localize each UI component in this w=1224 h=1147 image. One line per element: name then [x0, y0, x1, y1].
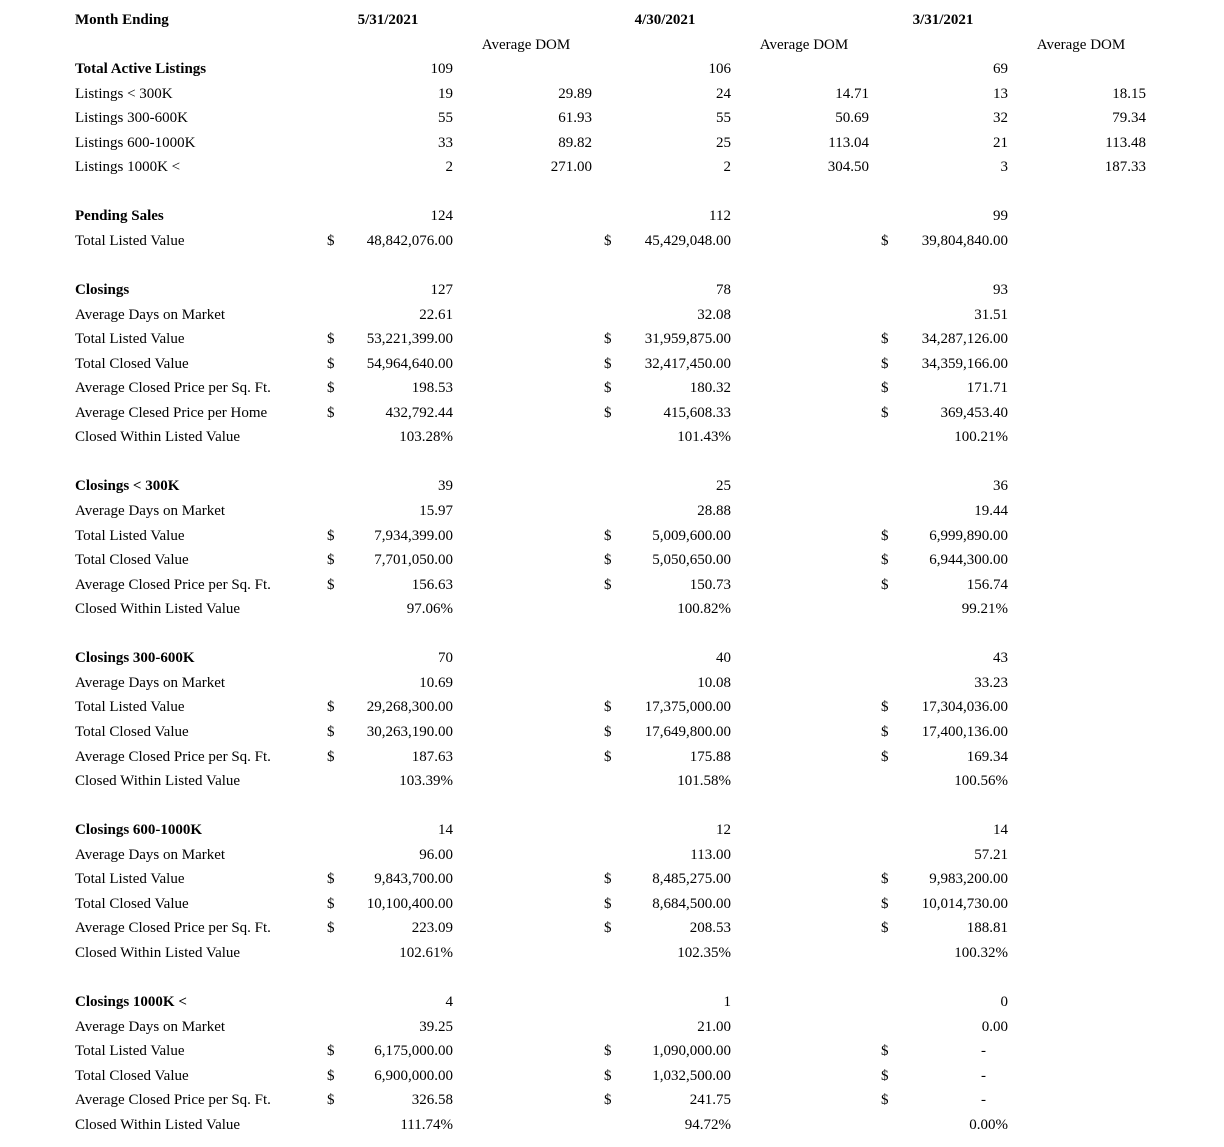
listing-count: 2	[723, 159, 731, 176]
average-dom-value: 18.15	[1112, 85, 1146, 102]
currency-symbol: $	[604, 699, 612, 716]
listing-count: 13	[993, 85, 1008, 102]
value-cell: 326.58	[411, 1092, 453, 1109]
section-title-row	[0, 57, 1224, 81]
value-cell: 15.97	[419, 503, 453, 519]
currency-symbol: $	[327, 576, 335, 593]
section-title-row	[0, 990, 1224, 1014]
value-cell: 31,959,875.00	[644, 331, 731, 348]
table-row	[0, 548, 1224, 572]
row-label: Average Days on Market	[75, 846, 226, 863]
currency-symbol: $	[327, 748, 335, 765]
currency-symbol: $	[327, 1067, 335, 1084]
row-label: Average Closed Price per Sq. Ft.	[75, 748, 271, 765]
table-row	[0, 303, 1224, 327]
row-label: Average Days on Market	[75, 306, 226, 323]
value-cell: 0.00	[981, 1018, 1008, 1035]
total-count: 69	[993, 61, 1008, 78]
total-count: 14	[993, 822, 1008, 839]
value-cell: 39,804,840.00	[921, 232, 1008, 249]
value-cell: 57.21	[974, 846, 1008, 863]
currency-symbol: $	[881, 1067, 889, 1084]
value-cell: 6,175,000.00	[374, 1043, 453, 1060]
table-row	[0, 573, 1224, 597]
value-cell: 175.88	[689, 748, 731, 765]
total-count: 40	[716, 650, 731, 667]
value-cell: 187.63	[411, 748, 453, 765]
total-count: 99	[993, 208, 1008, 225]
currency-symbol: $	[604, 1067, 612, 1084]
row-label: Listings 300-600K	[75, 110, 188, 127]
month-header: 3/31/2021	[912, 12, 974, 28]
value-cell: 32,417,450.00	[644, 355, 731, 372]
row-label: Average Closed Price per Sq. Ft.	[75, 1092, 271, 1109]
currency-symbol: $	[881, 380, 889, 397]
currency-symbol: $	[881, 895, 889, 912]
section-title: Pending Sales	[75, 208, 164, 225]
currency-symbol: $	[604, 1092, 612, 1109]
total-count: 112	[709, 208, 731, 225]
value-cell: 103.39%	[399, 773, 453, 790]
value-cell: 156.63	[411, 576, 453, 593]
header-row	[0, 8, 1224, 32]
value-cell: 9,983,200.00	[929, 871, 1008, 888]
currency-symbol: $	[604, 552, 612, 569]
row-label: Total Listed Value	[75, 699, 185, 716]
value-cell: 111.74%	[400, 1116, 453, 1133]
average-dom-value: 113.04	[828, 134, 869, 151]
value-cell: -	[981, 1067, 986, 1084]
value-cell: 432,792.44	[385, 404, 453, 421]
row-label: Total Closed Value	[75, 1067, 189, 1084]
average-dom-value: 14.71	[835, 85, 869, 102]
value-cell: 100.21%	[954, 429, 1008, 446]
value-cell: 188.81	[966, 920, 1008, 937]
value-cell: 39.25	[419, 1018, 453, 1035]
row-label: Closed Within Listed Value	[75, 429, 241, 446]
section-title: Closings < 300K	[75, 478, 180, 495]
section-title: Closings 300-600K	[75, 650, 195, 667]
value-cell: 17,304,036.00	[921, 699, 1008, 716]
total-count: 43	[993, 650, 1008, 667]
total-count: 36	[993, 478, 1008, 495]
value-cell: 102.35%	[677, 944, 731, 961]
row-label: Average Days on Market	[75, 503, 226, 519]
value-cell: 17,375,000.00	[644, 699, 731, 716]
value-cell: -	[981, 1043, 986, 1060]
value-cell: 103.28%	[399, 429, 453, 446]
total-count: 14	[438, 822, 453, 839]
value-cell: 100.56%	[954, 773, 1008, 790]
value-cell: 100.82%	[677, 601, 731, 618]
currency-symbol: $	[881, 552, 889, 569]
table-row	[0, 131, 1224, 155]
average-dom-header: Average DOM	[759, 36, 849, 53]
value-cell: 7,701,050.00	[374, 552, 453, 569]
table-row	[0, 916, 1224, 940]
currency-symbol: $	[327, 1092, 335, 1109]
value-cell: 48,842,076.00	[366, 232, 453, 249]
table-row	[0, 1064, 1224, 1088]
month-header: 4/30/2021	[634, 12, 696, 28]
table-row	[0, 941, 1224, 965]
value-cell: 32.08	[697, 306, 731, 323]
value-cell: 241.75	[689, 1092, 731, 1109]
section-title-row	[0, 474, 1224, 498]
value-cell: 208.53	[689, 920, 731, 937]
table-row	[0, 376, 1224, 400]
currency-symbol: $	[327, 552, 335, 569]
value-cell: 6,944,300.00	[929, 552, 1008, 569]
total-count: 78	[716, 282, 731, 299]
currency-symbol: $	[881, 527, 889, 544]
value-cell: 101.43%	[677, 429, 731, 446]
table-row	[0, 155, 1224, 179]
value-cell: 17,649,800.00	[644, 723, 731, 740]
currency-symbol: $	[327, 895, 335, 912]
listing-count: 19	[438, 85, 453, 102]
currency-symbol: $	[881, 871, 889, 888]
currency-symbol: $	[881, 748, 889, 765]
value-cell: 96.00	[419, 846, 453, 863]
total-count: 124	[430, 208, 453, 225]
row-label: Average Days on Market	[75, 674, 226, 691]
table-row	[0, 499, 1224, 523]
value-cell: 180.32	[689, 380, 731, 397]
value-cell: 10.08	[697, 674, 731, 691]
value-cell: 150.73	[689, 576, 731, 593]
value-cell: 17,400,136.00	[921, 723, 1008, 740]
row-label: Average Closed Price per Sq. Ft.	[75, 576, 271, 593]
section-title-row	[0, 818, 1224, 842]
table-row	[0, 1113, 1224, 1137]
value-cell: 97.06%	[406, 601, 453, 618]
total-count: 12	[716, 822, 731, 839]
currency-symbol: $	[327, 355, 335, 372]
value-cell: 45,429,048.00	[644, 232, 731, 249]
value-cell: 54,964,640.00	[366, 355, 453, 372]
average-dom-value: 29.89	[558, 85, 592, 102]
currency-symbol: $	[881, 355, 889, 372]
currency-symbol: $	[604, 380, 612, 397]
currency-symbol: $	[604, 527, 612, 544]
value-cell: 100.32%	[954, 944, 1008, 961]
table-row	[0, 892, 1224, 916]
section-title-row	[0, 646, 1224, 670]
value-cell: 415,608.33	[663, 404, 731, 421]
total-count: 93	[993, 282, 1008, 299]
average-dom-value: 79.34	[1112, 110, 1146, 127]
listing-count: 25	[716, 134, 731, 151]
table-row	[0, 867, 1224, 891]
currency-symbol: $	[604, 355, 612, 372]
value-cell: 6,999,890.00	[929, 527, 1008, 544]
total-count: 0	[1000, 994, 1008, 1010]
value-cell: 9,843,700.00	[374, 871, 453, 888]
row-label: Listings 600-1000K	[75, 134, 196, 151]
listing-count: 32	[993, 110, 1008, 127]
value-cell: 28.88	[697, 503, 731, 519]
value-cell: 6,900,000.00	[374, 1067, 453, 1084]
currency-symbol: $	[327, 920, 335, 937]
value-cell: 8,485,275.00	[652, 871, 731, 888]
currency-symbol: $	[327, 380, 335, 397]
month-ending-label: Month Ending	[75, 12, 169, 28]
value-cell: 30,263,190.00	[366, 723, 453, 740]
total-count: 25	[716, 478, 731, 495]
row-label: Average Clesed Price per Home	[75, 404, 268, 421]
average-dom-value: 271.00	[550, 159, 592, 176]
table-row	[0, 597, 1224, 621]
value-cell: 102.61%	[399, 944, 453, 961]
currency-symbol: $	[327, 871, 335, 888]
total-count: 39	[438, 478, 453, 495]
currency-symbol: $	[881, 1092, 889, 1109]
row-label: Average Days on Market	[75, 1018, 226, 1035]
dom-header-row	[0, 33, 1224, 57]
value-cell: -	[981, 1092, 986, 1109]
row-label: Total Closed Value	[75, 895, 189, 912]
total-count: 109	[430, 61, 453, 78]
average-dom-value: 304.50	[827, 159, 869, 176]
currency-symbol: $	[881, 232, 889, 249]
value-cell: 19.44	[974, 503, 1008, 519]
value-cell: 223.09	[411, 920, 453, 937]
row-label: Closed Within Listed Value	[75, 773, 241, 790]
currency-symbol: $	[604, 232, 612, 249]
row-label: Average Closed Price per Sq. Ft.	[75, 380, 271, 397]
currency-symbol: $	[881, 723, 889, 740]
currency-symbol: $	[881, 1043, 889, 1060]
table-row	[0, 352, 1224, 376]
table-row	[0, 745, 1224, 769]
value-cell: 10,100,400.00	[366, 895, 453, 912]
listing-count: 24	[716, 85, 731, 102]
currency-symbol: $	[881, 404, 889, 421]
currency-symbol: $	[604, 871, 612, 888]
section-title: Closings	[75, 282, 130, 299]
currency-symbol: $	[881, 331, 889, 348]
section-title: Total Active Listings	[75, 61, 207, 78]
currency-symbol: $	[604, 576, 612, 593]
value-cell: 0.00%	[969, 1116, 1008, 1133]
row-label: Total Closed Value	[75, 355, 189, 372]
value-cell: 99.21%	[961, 601, 1008, 618]
currency-symbol: $	[604, 404, 612, 421]
row-label: Total Listed Value	[75, 1043, 185, 1060]
average-dom-value: 61.93	[558, 110, 592, 127]
row-label: Closed Within Listed Value	[75, 1116, 241, 1133]
value-cell: 101.58%	[677, 773, 731, 790]
value-cell: 369,453.40	[940, 404, 1008, 421]
currency-symbol: $	[604, 920, 612, 937]
currency-symbol: $	[604, 723, 612, 740]
table-row	[0, 1015, 1224, 1039]
listing-count: 3	[1000, 159, 1008, 176]
section-title-row	[0, 204, 1224, 228]
listing-count: 33	[438, 134, 453, 151]
row-label: Listings < 300K	[75, 85, 173, 102]
value-cell: 5,009,600.00	[652, 527, 731, 544]
currency-symbol: $	[604, 1043, 612, 1060]
total-count: 127	[430, 282, 453, 299]
value-cell: 53,221,399.00	[366, 331, 453, 348]
value-cell: 169.34	[966, 748, 1008, 765]
currency-symbol: $	[604, 331, 612, 348]
currency-symbol: $	[327, 723, 335, 740]
section-title: Closings 600-1000K	[75, 822, 203, 839]
value-cell: 22.61	[419, 306, 453, 323]
table-row	[0, 401, 1224, 425]
table-row	[0, 695, 1224, 719]
table-row	[0, 769, 1224, 793]
table-row	[0, 1039, 1224, 1063]
total-count: 106	[708, 61, 731, 78]
value-cell: 34,359,166.00	[921, 355, 1008, 372]
average-dom-value: 187.33	[1104, 159, 1146, 176]
row-label: Average Closed Price per Sq. Ft.	[75, 920, 271, 937]
value-cell: 21.00	[697, 1018, 731, 1035]
currency-symbol: $	[604, 748, 612, 765]
row-label: Total Closed Value	[75, 552, 189, 569]
average-dom-header: Average DOM	[481, 36, 571, 53]
value-cell: 10.69	[419, 674, 453, 691]
currency-symbol: $	[881, 920, 889, 937]
section-title-row	[0, 278, 1224, 302]
table-row	[0, 425, 1224, 449]
row-label: Closed Within Listed Value	[75, 601, 241, 618]
table-row	[0, 82, 1224, 106]
table-row	[0, 720, 1224, 744]
value-cell: 94.72%	[684, 1116, 731, 1133]
month-header: 5/31/2021	[357, 12, 419, 28]
value-cell: 5,050,650.00	[652, 552, 731, 569]
value-cell: 7,934,399.00	[374, 527, 453, 544]
row-label: Total Listed Value	[75, 232, 185, 249]
table-row	[0, 843, 1224, 867]
table-row	[0, 229, 1224, 253]
currency-symbol: $	[327, 527, 335, 544]
value-cell: 10,014,730.00	[921, 895, 1008, 912]
value-cell: 156.74	[966, 576, 1008, 593]
currency-symbol: $	[327, 232, 335, 249]
row-label: Total Listed Value	[75, 527, 185, 544]
total-count: 1	[723, 994, 731, 1010]
table-row	[0, 106, 1224, 130]
table-row	[0, 327, 1224, 351]
listing-count: 55	[438, 110, 453, 127]
row-label: Total Listed Value	[75, 871, 185, 888]
value-cell: 29,268,300.00	[366, 699, 453, 716]
currency-symbol: $	[881, 699, 889, 716]
value-cell: 113.00	[690, 846, 731, 863]
listing-count: 21	[993, 134, 1008, 151]
row-label: Closed Within Listed Value	[75, 944, 241, 961]
total-count: 4	[445, 994, 453, 1010]
value-cell: 171.71	[966, 380, 1008, 397]
total-count: 70	[438, 650, 453, 667]
currency-symbol: $	[604, 895, 612, 912]
row-label: Listings 1000K <	[75, 159, 181, 176]
average-dom-value: 113.48	[1105, 134, 1146, 151]
table-row	[0, 524, 1224, 548]
currency-symbol: $	[327, 331, 335, 348]
currency-symbol: $	[327, 699, 335, 716]
average-dom-header: Average DOM	[1036, 36, 1126, 53]
value-cell: 198.53	[411, 380, 453, 397]
section-title: Closings 1000K <	[75, 994, 187, 1010]
average-dom-value: 50.69	[835, 110, 869, 127]
currency-symbol: $	[327, 404, 335, 421]
value-cell: 34,287,126.00	[921, 331, 1008, 348]
table-row	[0, 1088, 1224, 1112]
average-dom-value: 89.82	[558, 134, 592, 151]
listing-count: 55	[716, 110, 731, 127]
row-label: Total Closed Value	[75, 723, 189, 740]
listing-count: 2	[445, 159, 453, 176]
table-row	[0, 671, 1224, 695]
currency-symbol: $	[327, 1043, 335, 1060]
row-label: Total Listed Value	[75, 331, 185, 348]
value-cell: 8,684,500.00	[652, 895, 731, 912]
currency-symbol: $	[881, 576, 889, 593]
value-cell: 33.23	[974, 674, 1008, 691]
value-cell: 1,090,000.00	[652, 1043, 731, 1060]
value-cell: 31.51	[974, 306, 1008, 323]
value-cell: 1,032,500.00	[652, 1067, 731, 1084]
